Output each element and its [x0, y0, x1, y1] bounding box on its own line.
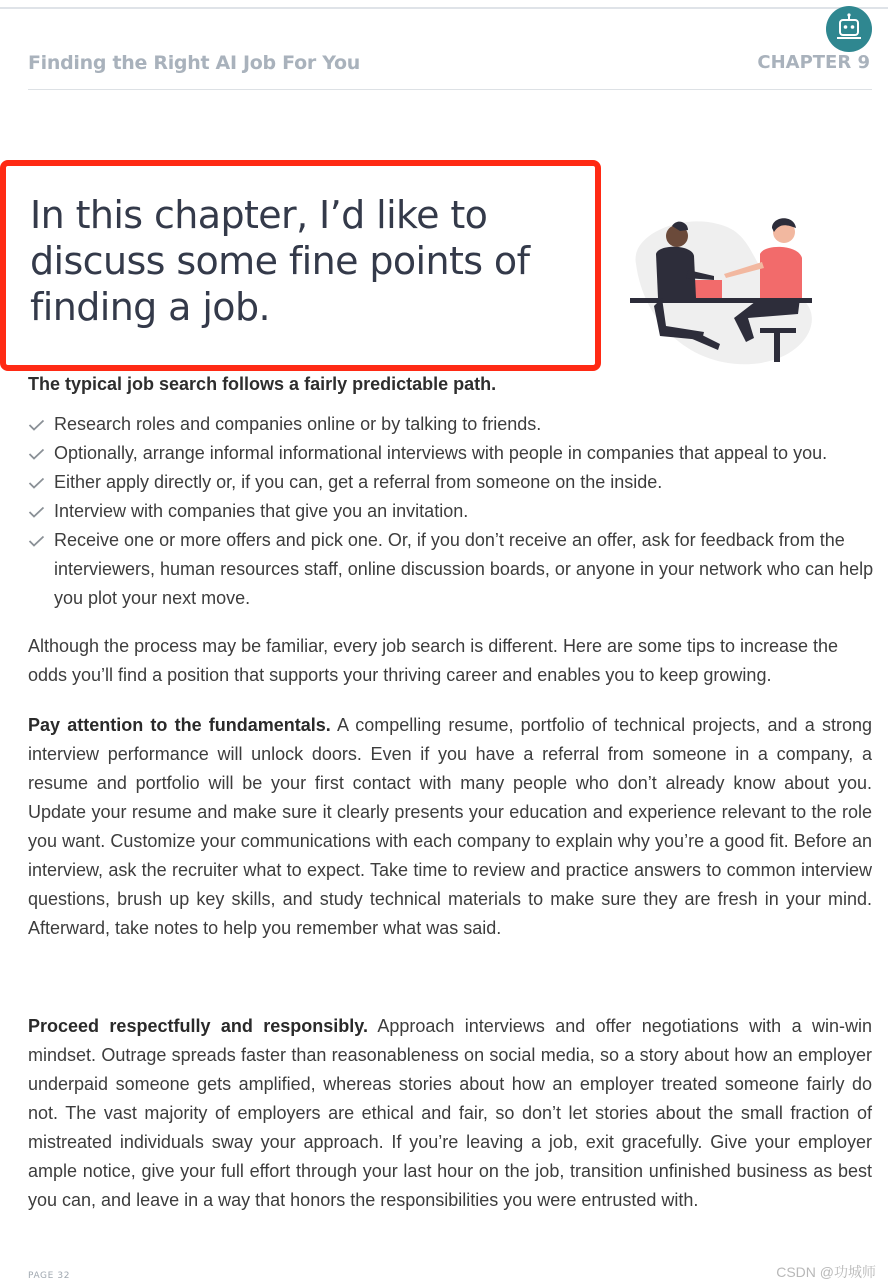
paragraph-respectfully: [28, 1012, 872, 1215]
paragraph-overview: Although the process may be familiar, every job search is different. Here are some tips to increase the odds you’ll find a position that supports your thriving career and enables you to keep growing.: [28, 636, 839, 685]
source-watermark: CSDN @功城师: [776, 1264, 876, 1280]
list-item: [28, 410, 878, 439]
checkmark-icon: [28, 448, 45, 460]
list-item-text: Receive one or more offers and pick one. Or, if you don’t receive an offer, ask for feedback from the interviewers, human resources staff, online discussion boards, or anyone in your network who can help you plot your next move.: [54, 530, 874, 608]
page-number: PAGE 32: [28, 1271, 71, 1281]
paragraph-lead: Proceed respectfully and responsibly.: [28, 1016, 368, 1036]
checkmark-icon: [28, 535, 45, 547]
list-item: [28, 468, 878, 497]
list-item: [28, 497, 878, 526]
paragraph-fundamentals: [28, 711, 872, 943]
checkmark-icon: [28, 419, 45, 431]
job-search-steps-list: [28, 410, 878, 613]
list-item-text: Optionally, arrange informal informational interviews with people in companies that appeal to you.: [54, 443, 828, 463]
handshake-illustration: [622, 214, 822, 368]
paragraph-body: A compelling resume, portfolio of technical projects, and a strong interview performance will unlock doors. Even if you have a referral from someone in a company, a resume and portfolio will be your first contact with many people who don’t already know about you. Update your resume and make sure it clearly presents your education and experience relevant to the role you want. Customize your communications with each company to explain why you’re a good fit. Before an interview, ask the recruiter what to expect. Take time to review and practice answers to common interview questions, brush up key skills, and study technical materials to make sure they are fresh in your mind. Afterward, take notes to help you remember what was said.: [28, 715, 872, 938]
list-item-text: Interview with companies that give you an invitation.: [54, 501, 469, 521]
robot-icon: [826, 6, 872, 52]
list-item-text: Either apply directly or, if you can, get a referral from someone on the inside.: [54, 472, 663, 492]
list-item: [28, 439, 878, 468]
intro-sentence: The typical job search follows a fairly predictable path.: [28, 374, 497, 394]
paragraph-lead: Pay attention to the fundamentals.: [28, 715, 331, 735]
chapter-headline: In this chapter, I’d like to discuss some fine points of finding a job.: [30, 193, 530, 329]
list-item: [28, 526, 878, 613]
header-divider: [28, 89, 872, 90]
top-border-line: [0, 7, 888, 9]
list-item-text: Research roles and companies online or by talking to friends.: [54, 414, 542, 434]
checkmark-icon: [28, 506, 45, 518]
paragraph-body: Approach interviews and offer negotiations with a win-win mindset. Outrage spreads faster than reasonableness on social media, so a story about how an employer underpaid someone gets amplified, whereas stories about how an employer treated someone fairly do not. The vast majority of employers are ethical and fair, so don’t let stories about the small fraction of mistreated individuals sway your approach. If you’re leaving a job, exit gracefully. Give your employer ample notice, give your full effort through your last hour on the job, transition unfinished business as best you can, and leave in a way that honors the responsibilities you were entrusted with.: [28, 1016, 872, 1210]
chapter-label: CHAPTER 9: [757, 52, 870, 73]
running-header-title: Finding the Right AI Job For You: [28, 52, 360, 74]
checkmark-icon: [28, 477, 45, 489]
